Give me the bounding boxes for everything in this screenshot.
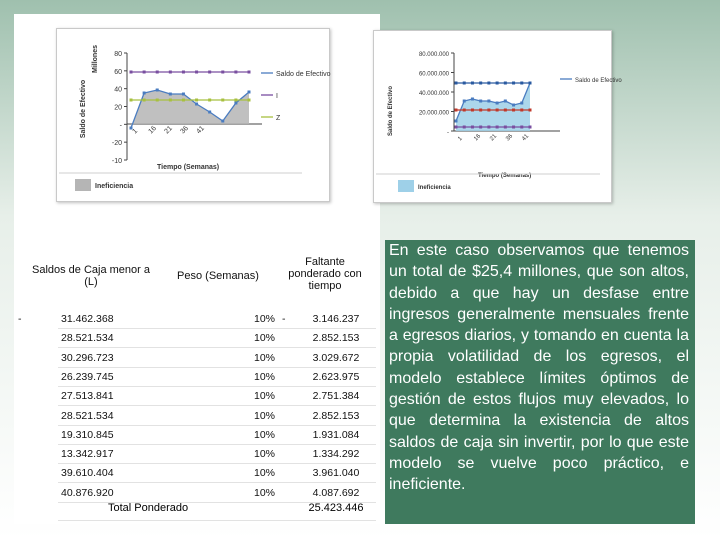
x-tick-label: 21 [489,133,499,143]
faltante-cell: 2.852.153 [312,409,360,422]
faltante-cell: 2.852.153 [312,332,360,345]
data-point [248,91,251,94]
data-point [156,71,159,74]
saldo-cell: 27.513.841 [61,390,114,403]
chart-pesos-svg [374,31,622,202]
data-point [156,99,159,102]
y-tick-label: 20 [114,104,122,112]
data-point [455,126,458,129]
y-axis-title: Saldo de Efectivo [388,85,394,137]
data-point [130,71,133,74]
data-point [221,71,224,74]
data-point [496,82,499,85]
x-tick-label: 1 [457,135,464,143]
data-point [512,109,515,112]
x-tick-label: 36 [505,133,515,143]
x-tick-label: 36 [179,124,190,136]
peso-cell: 10% [254,428,276,441]
data-point [182,99,185,102]
data-point [496,109,499,112]
y-tick-label: 40.000.000 [418,91,449,97]
data-point [529,82,532,85]
x-axis-title: Tiempo (Semanas) [157,164,220,171]
data-point [520,102,523,105]
chart-millions-svg [57,29,329,201]
data-point [143,71,146,74]
data-point [496,102,499,105]
row-dash: - [18,313,22,325]
data-point [182,71,185,74]
header-faltante: Faltante ponderado con tiempo [288,256,362,292]
explanation-box [385,240,695,524]
saldo-cell: 39.610.404 [61,467,114,480]
data-point [512,126,515,129]
data-point [479,82,482,85]
faltante-dash: - [282,313,286,325]
x-tick-label: 21 [163,124,174,136]
legend-label: I [276,93,278,100]
peso-cell: 10% [254,390,276,403]
inefficiency-area [456,83,530,131]
saldo-cell: 13.342.917 [61,448,114,461]
y-tick-label: 80 [114,51,122,58]
data-point [234,71,237,74]
x-tick-label: 41 [521,133,531,143]
y-tick-label: 20.000.000 [418,110,449,117]
data-point [487,100,490,103]
data-point [195,103,198,106]
data-point [169,93,172,96]
data-point [234,102,237,105]
data-point [520,126,523,129]
data-point [504,126,507,129]
data-point [471,126,474,129]
data-point [455,120,458,123]
y-tick-label: 60 [114,68,122,76]
y-tick-label: - [447,130,449,136]
x-tick-label: 1 [131,127,140,136]
total-label: Total Ponderado [108,502,189,514]
y-tick-label: 40 [114,86,122,94]
header-saldos: Saldos de Caja menor a (L) [31,264,150,288]
data-point [520,82,523,85]
faltante-cell: 4.087.692 [312,486,360,499]
data-point [455,82,458,85]
faltante-cell: 2.751.384 [312,390,360,403]
peso-cell: 10% [254,351,276,364]
x-axis-title: Tiempo (Semanas) [478,173,532,179]
data-point [520,109,523,112]
area-legend-label: Ineficiencia [418,185,451,191]
explanation-text: En este caso observamos que tenemos un total de $25,4 millones, que son altos, debido a que hay un desfase entre ingresos generalmente mensuales frente a egresos diarios, y tomando en cuenta la propia volatilidad de los egresos, el modelo establece límites óptimos de gestión de estos flujos muy elevados, lo que determina la existencia de altos saldos de caja sin invertir, por lo que este modelo se vuelve poco práctico, e ineficiente. [389,242,689,494]
data-point [512,82,515,85]
data-point [182,93,185,96]
data-point [195,71,198,74]
saldo-cell: 31.462.368 [61,313,114,325]
data-point [463,109,466,112]
data-point [463,126,466,129]
peso-cell: 10% [254,448,276,461]
y-tick-label: - [119,122,122,130]
saldo-cell: 30.296.723 [61,351,114,364]
peso-cell: 10% [254,313,276,325]
data-point [479,126,482,129]
data-point [463,82,466,85]
data-point [487,82,490,85]
peso-cell: 10% [254,332,276,345]
total-value: 25.423.446 [308,502,364,514]
chart-millions [56,28,330,202]
data-point [248,99,251,102]
y-tick-label: -10 [111,158,122,165]
data-point [504,82,507,85]
data-point [156,89,159,92]
data-point [234,99,237,102]
data-point [479,100,482,103]
peso-cell: 10% [254,370,276,383]
data-point [512,104,515,107]
faltante-cell: 2.623.975 [312,370,360,383]
data-point [463,100,466,103]
table-row [18,482,380,504]
data-point [130,99,133,102]
data-point [208,111,211,114]
data-point [479,109,482,112]
data-point [471,109,474,112]
data-point [504,109,507,112]
data-point [504,100,507,103]
x-tick-label: 16 [147,124,158,136]
data-point [169,71,172,74]
legend-label: Z [276,115,281,122]
y-tick-label: 80.000.000 [418,52,449,58]
saldo-cell: 26.239.745 [61,370,114,383]
peso-cell: 10% [254,467,276,480]
peso-cell: 10% [254,409,276,422]
data-point [221,120,224,123]
peso-cell: 10% [254,486,276,499]
data-point [487,126,490,129]
saldo-cell: 19.310.845 [61,428,114,441]
header-peso: Peso (Semanas) [177,270,259,282]
y-axis-title: Saldo de Efectivo [80,79,87,139]
faltante-cell: 1.931.084 [312,428,360,441]
data-point [471,82,474,85]
y-axis-unit: Millones [92,44,99,74]
area-legend-swatch [75,179,91,191]
x-tick-label: 16 [473,133,483,143]
x-tick-label: 41 [195,124,206,136]
data-point [529,126,532,129]
data-point [221,99,224,102]
saldo-cell: 28.521.534 [61,332,114,345]
data-point [529,109,532,112]
faltante-cell: 3.146.237 [312,313,360,325]
data-point [143,99,146,102]
data-point [471,98,474,101]
legend-label: Saldo de Efectivo [276,71,331,78]
faltante-cell: 1.334.292 [312,448,360,461]
y-tick-label: -20 [111,140,122,148]
data-point [143,92,146,95]
data-point [208,99,211,102]
saldo-cell: 40.876.920 [61,486,114,499]
area-legend-label: Ineficiencia [95,183,134,190]
chart-pesos [373,30,622,203]
legend-label: Saldo de Efectivo [575,78,622,84]
data-point [195,99,198,102]
faltante-cell: 3.961.040 [312,467,360,480]
y-tick-label: 60.000.000 [418,71,449,78]
saldo-cell: 28.521.534 [61,409,114,422]
faltante-cell: 3.029.672 [312,351,360,364]
data-point [496,126,499,129]
data-point [455,109,458,112]
table-divider [58,520,376,521]
area-legend-swatch [398,180,414,192]
data-point [487,109,490,112]
data-point [169,99,172,102]
data-point [248,71,251,74]
data-point [208,71,211,74]
